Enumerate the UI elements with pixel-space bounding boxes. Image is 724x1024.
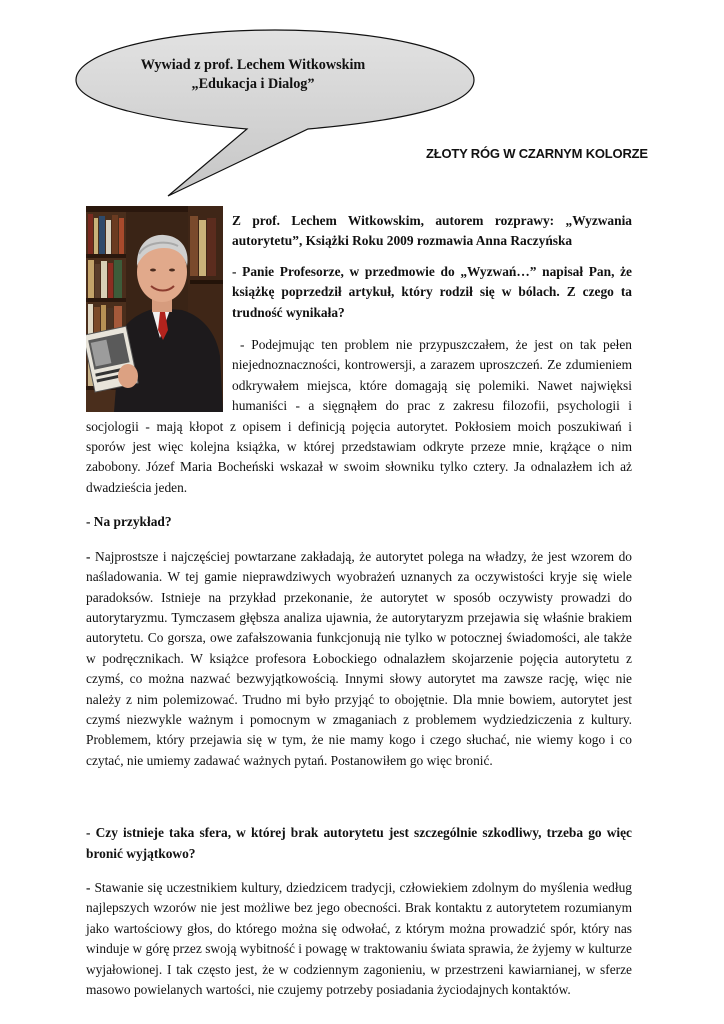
speech-bubble — [0, 0, 724, 220]
answer-2-text: Najprostsze i najczęściej powtarzane zakładają, że autorytet polega na władzy, że jest wzorem do naśladowania. W tej gamie nieprawdziwych wyobrażeń uznanych za oczywistości kryje się wiele paradoksów. Istnieje na przykład przekonanie, że autorytet w sposób oczywisty prowadzi do autorytaryzmu. Tymczasem głębsza analiza ujawnia, że autorytaryzm przejawia się właśnie brakiem autorytetu. Co gorsza, owe zafałszowania funkcjonują nie tylko w potocznej świadomości, ale także w podręcznikach. W książce profesora Łobockiego odnalazłem skojarzenie pojęcia autorytetu z czymś, co można nazwać bezwyjątkowością. Innymi słowy autorytet ma zawsze rację, więc nie należy z nim polemizować. Trudno mi było przyjąć to obojętnie. Dla mnie bowiem, autorytet jest czymś niezwykle ważnym i pomocnym w zmaganiach z problemem wydziedziczenia z kultury. Problemem, który przejawia się w tym, że nie mamy kogo i czego słuchać, nie wiemy kogo i co czytać, nie umiemy zadawać ważnych pytań. Postanowiłem go więc bronić. — [86, 548, 632, 768]
article-body — [86, 211, 632, 1000]
question-2: - Na przykład? — [86, 514, 172, 530]
intro-paragraph: Z prof. Lechem Witkowskim, autorem rozprawy: „Wyzwania autorytetu”, Książki Roku 2009 rozmawia Anna Raczyńska — [232, 213, 632, 249]
answer-3 — [86, 878, 632, 1000]
question-1: - Panie Profesorze, w przedmowie do „Wyzwań…” napisał Pan, że książkę poprzedził artykuł, który rodził się w bólach. Z czego ta trudność wynikała? — [232, 263, 632, 320]
answer-3-dash: - — [86, 879, 91, 895]
question-3: - Czy istnieje taka sfera, w której brak autorytetu jest szczególnie szkodliwy, trzeba go więc bronić wyjątkowo? — [86, 825, 632, 861]
answer-2 — [86, 547, 632, 771]
answer-2-dash: - — [86, 548, 91, 564]
bubble-line-2: „Edukacja i Dialog” — [191, 76, 315, 92]
article-headline: ZŁOTY RÓG W CZARNYM KOLORZE — [426, 146, 648, 161]
answer-1: - Podejmując ten problem nie przypuszczałem, że jest on tak pełen niejednoznaczności, kontrowersji, a zarazem uproszczeń. Ze zdumieniem odkrywałem miejsca, które domagają się polemiki. Nawet najwięksi humaniści - a sięgnąłem do prac z zakresu filozofii, psychologii i socjologii - mają kłopot z opisem i definicją pojęcia autorytet. Pokłosiem moich poszukiwań i sporów jest więc kolejna książka, w której przedstawiam odkryte przeze mnie, krążące o nim zabobony. Józef Maria Bocheński wskazał w swoim słowniku tylko cztery. Ja odnalazłem ich aż dwadzieścia jeden. — [86, 337, 632, 495]
answer-3-text: Stawanie się uczestnikiem kultury, dziedzicem tradycji, człowiekiem zdolnym do myślenia według najlepszych wzorów nie jest możliwe bez jego obecności. Brak kontaktu z autorytetem rozumianym jako wartościowy głos, do którego można się odwołać, z którym można prowadzić spór, który nas winduje w górę przez swoją wybitność i powagę w traktowaniu świata sprawia, że żyjemy w kulturze wyjałowionej. I tak często jest, że w codziennym zagonieniu, w przestrzeni kawiarnianej, w sferze masowo powielanych wartości, nie czujemy potrzeby posiadania życiodajnych kontaktów. — [86, 879, 632, 997]
photo-spacer — [86, 211, 232, 414]
bubble-title — [88, 56, 418, 94]
bubble-line-1: Wywiad z prof. Lechem Witkowskim — [140, 57, 366, 73]
